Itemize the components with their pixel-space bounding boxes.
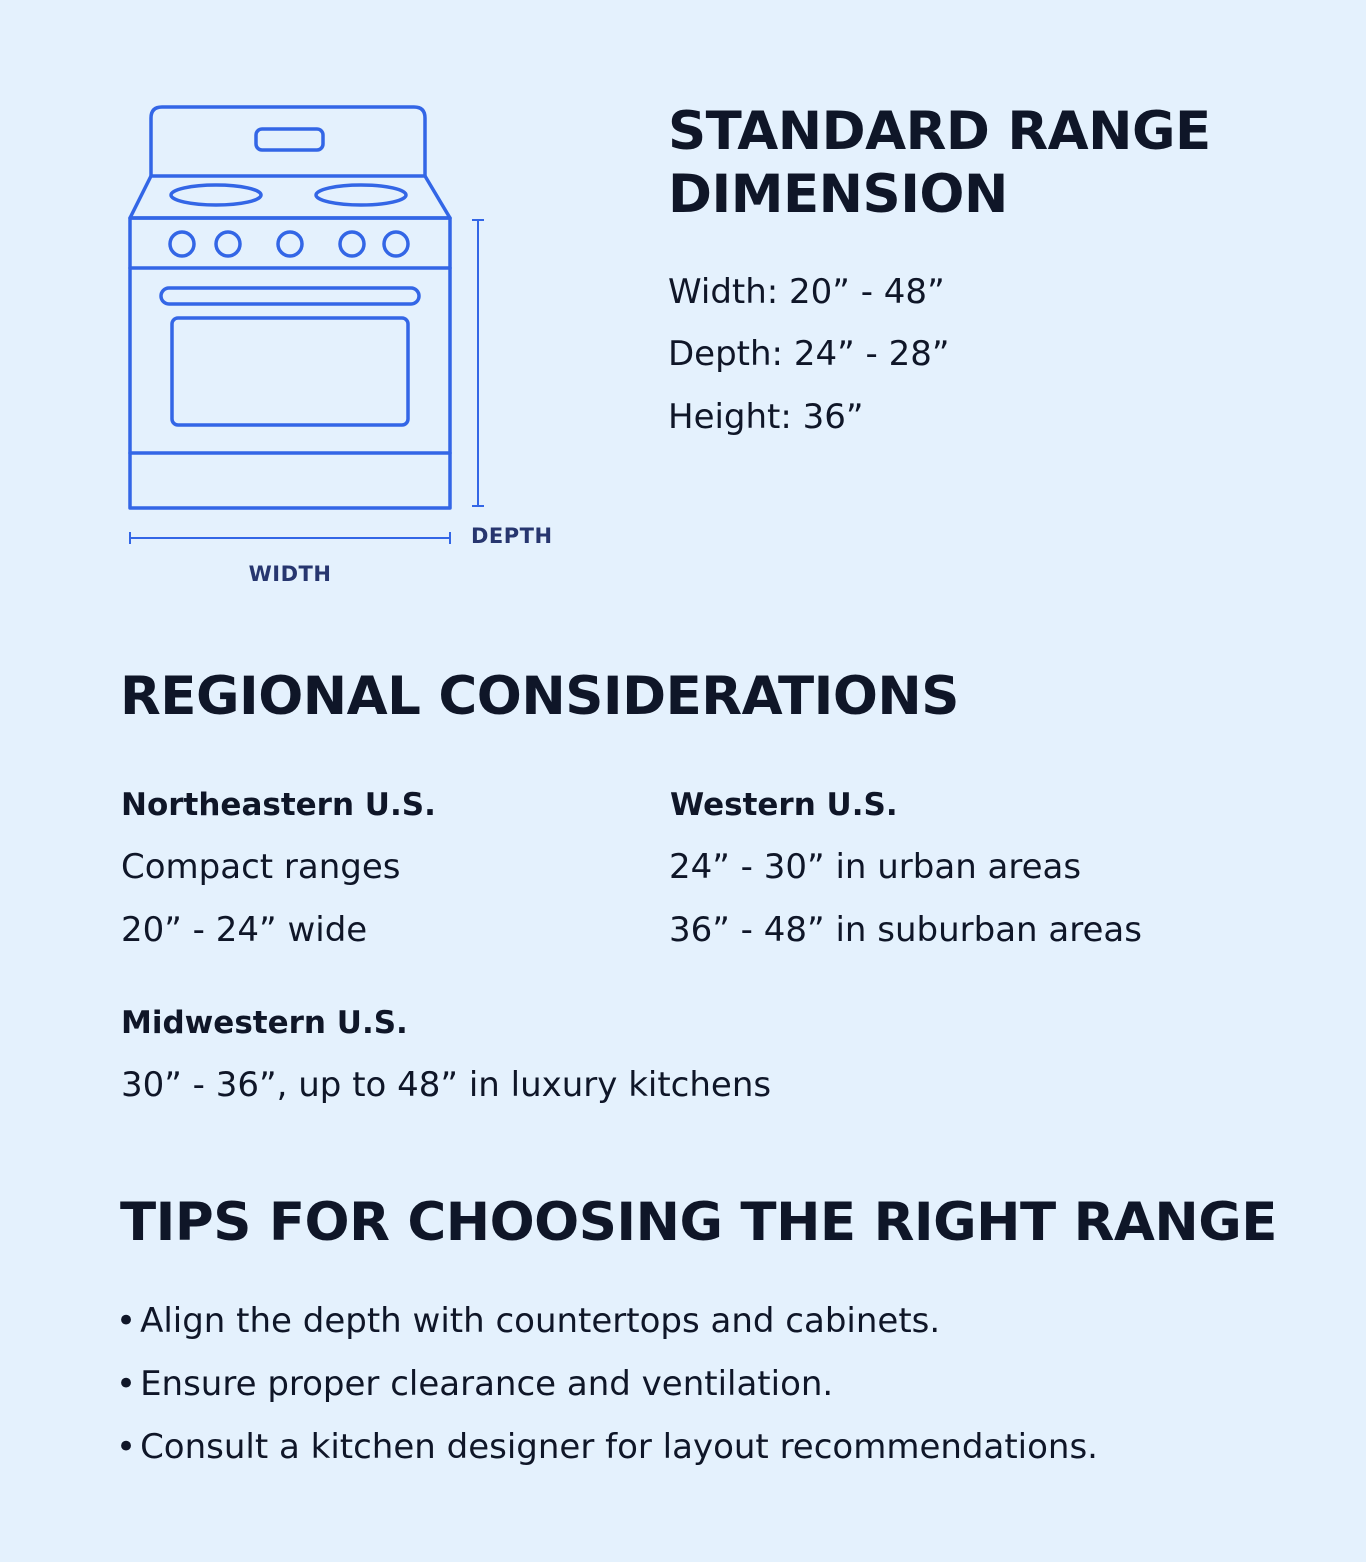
burner-right [316, 185, 406, 205]
region-name-western: Western U.S. [670, 787, 898, 823]
oven-window [172, 318, 408, 425]
knob-3 [278, 232, 302, 256]
region-line-western-2: 36” - 48” in suburban areas [669, 910, 1142, 950]
spec-height: Height: 36” [668, 397, 864, 437]
region-line-western-1: 24” - 30” in urban areas [669, 847, 1082, 887]
bullet-icon: • [116, 1364, 137, 1404]
standard-range-title-line2: DIMENSION [668, 164, 1008, 225]
range-backsplash [151, 107, 425, 176]
region-name-midwest: Midwestern U.S. [121, 1005, 408, 1041]
knob-1 [170, 232, 194, 256]
standard-range-title [668, 100, 1308, 226]
bullet-icon: • [116, 1301, 137, 1341]
knob-4 [340, 232, 364, 256]
regional-heading: REGIONAL CONSIDERATIONS [120, 666, 959, 727]
region-line-northeast-1: Compact ranges [121, 847, 401, 887]
region-line-midwest-1: 30” - 36”, up to 48” in luxury kitchens [121, 1065, 772, 1105]
range-display [256, 129, 323, 150]
depth-label: DEPTH [471, 524, 553, 548]
region-line-northeast-2: 20” - 24” wide [121, 910, 368, 950]
tip-item [116, 1364, 1346, 1404]
spec-depth: Depth: 24” - 28” [668, 334, 950, 374]
region-name-northeast: Northeastern U.S. [121, 787, 436, 823]
width-label: WIDTH [248, 562, 332, 586]
tip-item [116, 1301, 1346, 1341]
tip-text: Align the depth with countertops and cabinets. [140, 1301, 941, 1341]
range-cooktop [130, 176, 450, 218]
oven-handle [161, 288, 419, 304]
range-body [130, 218, 450, 508]
standard-range-title-line1: STANDARD RANGE [668, 101, 1211, 162]
burner-left [171, 185, 261, 205]
tip-text: Ensure proper clearance and ventilation. [140, 1364, 834, 1404]
tip-text: Consult a kitchen designer for layout recommendations. [140, 1427, 1098, 1467]
tips-heading: TIPS FOR CHOOSING THE RIGHT RANGE [120, 1192, 1277, 1253]
knob-5 [384, 232, 408, 256]
knob-2 [216, 232, 240, 256]
tip-item [116, 1427, 1346, 1467]
spec-width: Width: 20” - 48” [668, 272, 945, 312]
bullet-icon: • [116, 1427, 137, 1467]
range-illustration [110, 95, 570, 595]
